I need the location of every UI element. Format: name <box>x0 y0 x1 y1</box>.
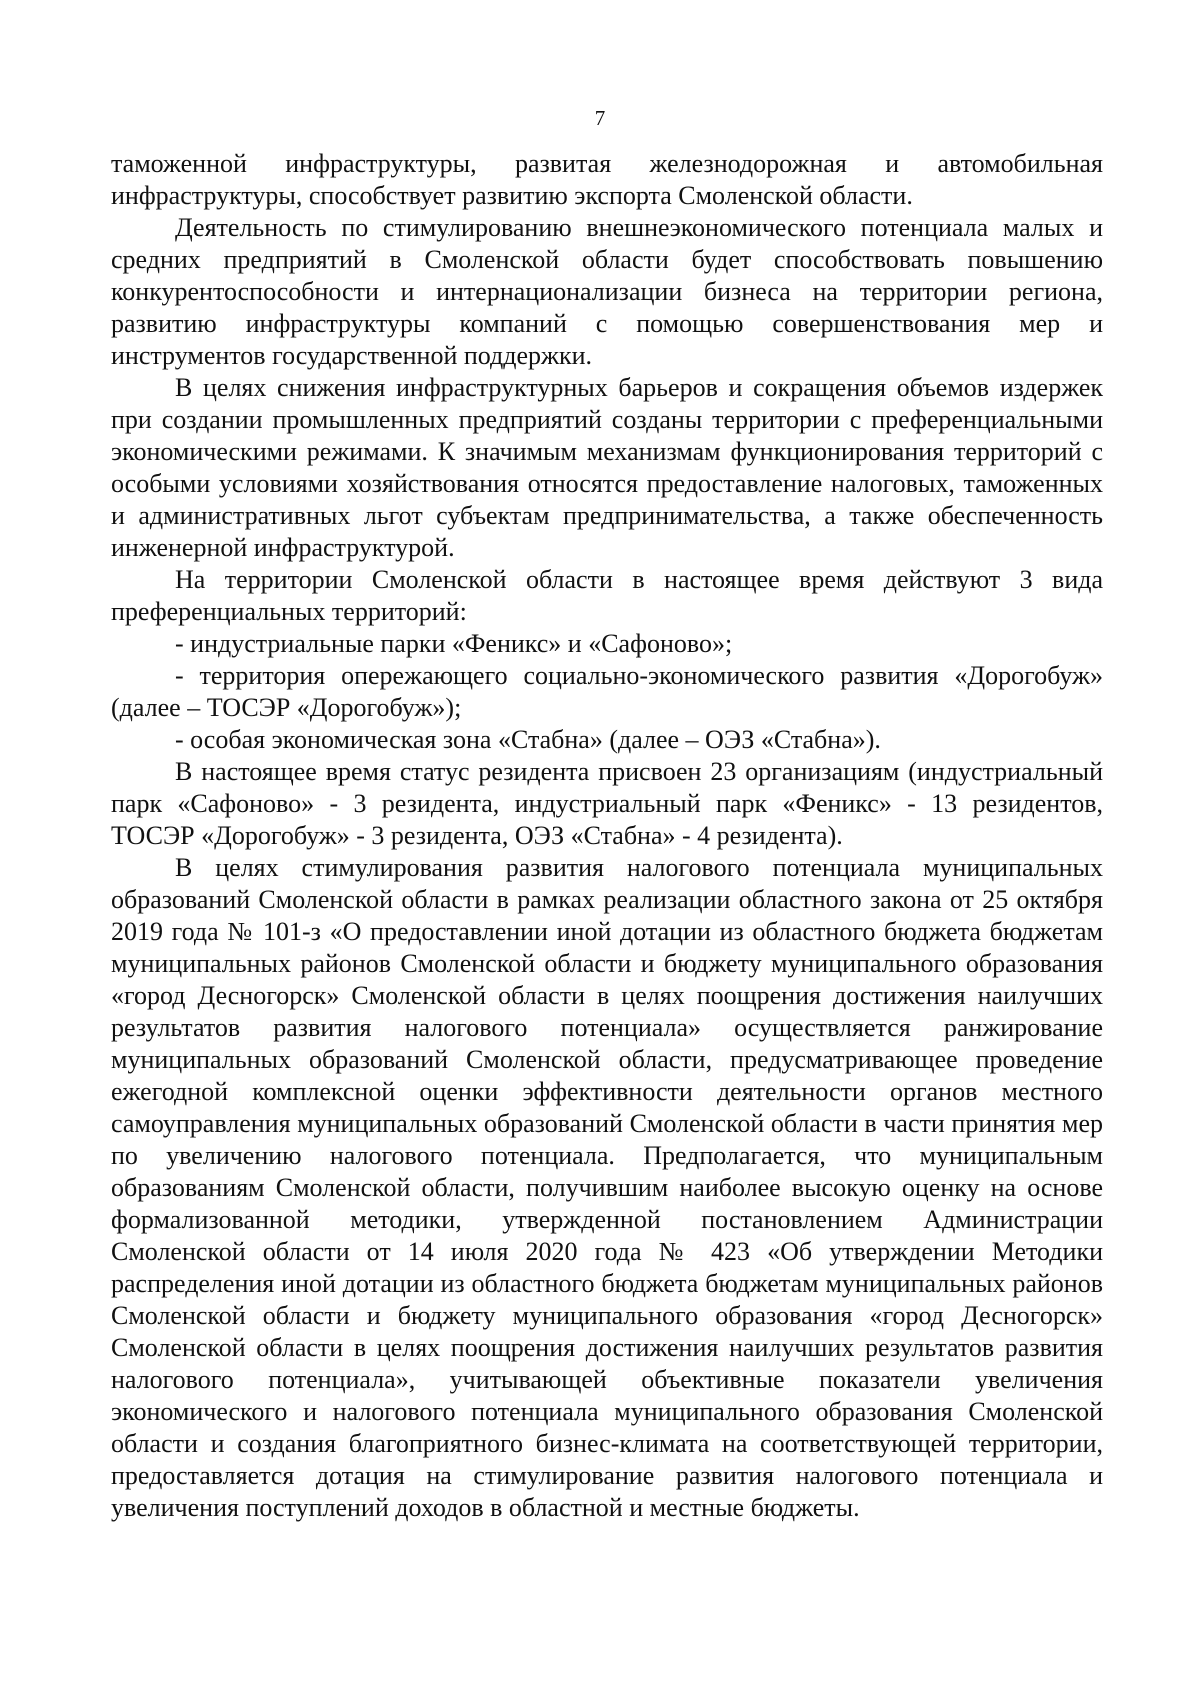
page-number: 7 <box>594 106 606 130</box>
list-item-special-economic-zone: - особая экономическая зона «Стабна» (далее – ОЭЗ «Стабна»). <box>175 725 881 754</box>
paragraph-resident-status: В настоящее время статус резидента присвоен 23 организациям (индустриальный парк «Сафоново» - 3 резидента, индустриальный парк «Феникс» - 13 резидентов, ТОСЭР «Дорогобуж» - 3 резидента, ОЭЗ «Стабна» - 4 резидента). <box>111 757 1103 850</box>
list-item-tosar: - территория опережающего социально-экономического развития «Дорогобуж» (далее – ТОСЭР «Дорогобуж»); <box>111 661 1103 722</box>
paragraph-territory-types-intro: На территории Смоленской области в настоящее время действуют 3 вида преференциальных территорий: <box>111 565 1103 626</box>
paragraph-preferential-regimes: В целях снижения инфраструктурных барьеров и сокращения объемов издержек при создании промышленных предприятий созданы территории с преференциальными экономическими режимами. К значимым механизмам функционирования территорий с особыми условиями хозяйствования относятся предоставление налоговых, таможенных и административных льгот субъектам предпринимательства, а также обеспеченность инженерной инфраструктурой. <box>111 373 1103 562</box>
paragraph-continuation: таможенной инфраструктуры, развитая железнодорожная и автомобильная инфраструктуры, способствует развитию экспорта Смоленской области. <box>111 149 1103 210</box>
list-item-industrial-parks: - индустриальные парки «Феникс» и «Сафоново»; <box>175 629 733 658</box>
paragraph-export-potential: Деятельность по стимулированию внешнеэкономического потенциала малых и средних предприятий в Смоленской области будет способствовать повышению конкурентоспособности и интернационализации бизнеса на территории региона, развитию инфраструктуры компаний с помощью совершенствования мер и инструментов государственной поддержки. <box>111 213 1103 370</box>
document-body <box>111 148 1103 1524</box>
paragraph-tax-potential: В целях стимулирования развития налогового потенциала муниципальных образований Смоленской области в рамках реализации областного закона от 25 октября 2019 года № 101-з «О предоставлении иной дотации из областного бюджета бюджетам муниципальных районов Смоленской области и бюджету муниципального образования «город Десногорск» Смоленской области в целях поощрения достижения наилучших результатов развития налогового потенциала» осуществляется ранжирование муниципальных образований Смоленской области, предусматривающее проведение ежегодной комплексной оценки эффективности деятельности органов местного самоуправления муниципальных образований Смоленской области в части принятия мер по увеличению налогового потенциала. Предполагается, что муниципальным образованиям Смоленской области, получившим наиболее высокую оценку на основе формализованной методики, утвержденной постановлением Администрации Смоленской области от 14 июля 2020 года № 423 «Об утверждении Методики распределения иной дотации из областного бюджета бюджетам муниципальных районов Смоленской области и бюджету муниципального образования «город Десногорск» Смоленской области в целях поощрения достижения наилучших результатов развития налогового потенциала», учитывающей объективные показатели увеличения экономического и налогового потенциала муниципального образования Смоленской области и создания благоприятного бизнес-климата на соответствующей территории, предоставляется дотация на стимулирование развития налогового потенциала и увеличения поступлений доходов в областной и местные бюджеты. <box>111 853 1103 1522</box>
